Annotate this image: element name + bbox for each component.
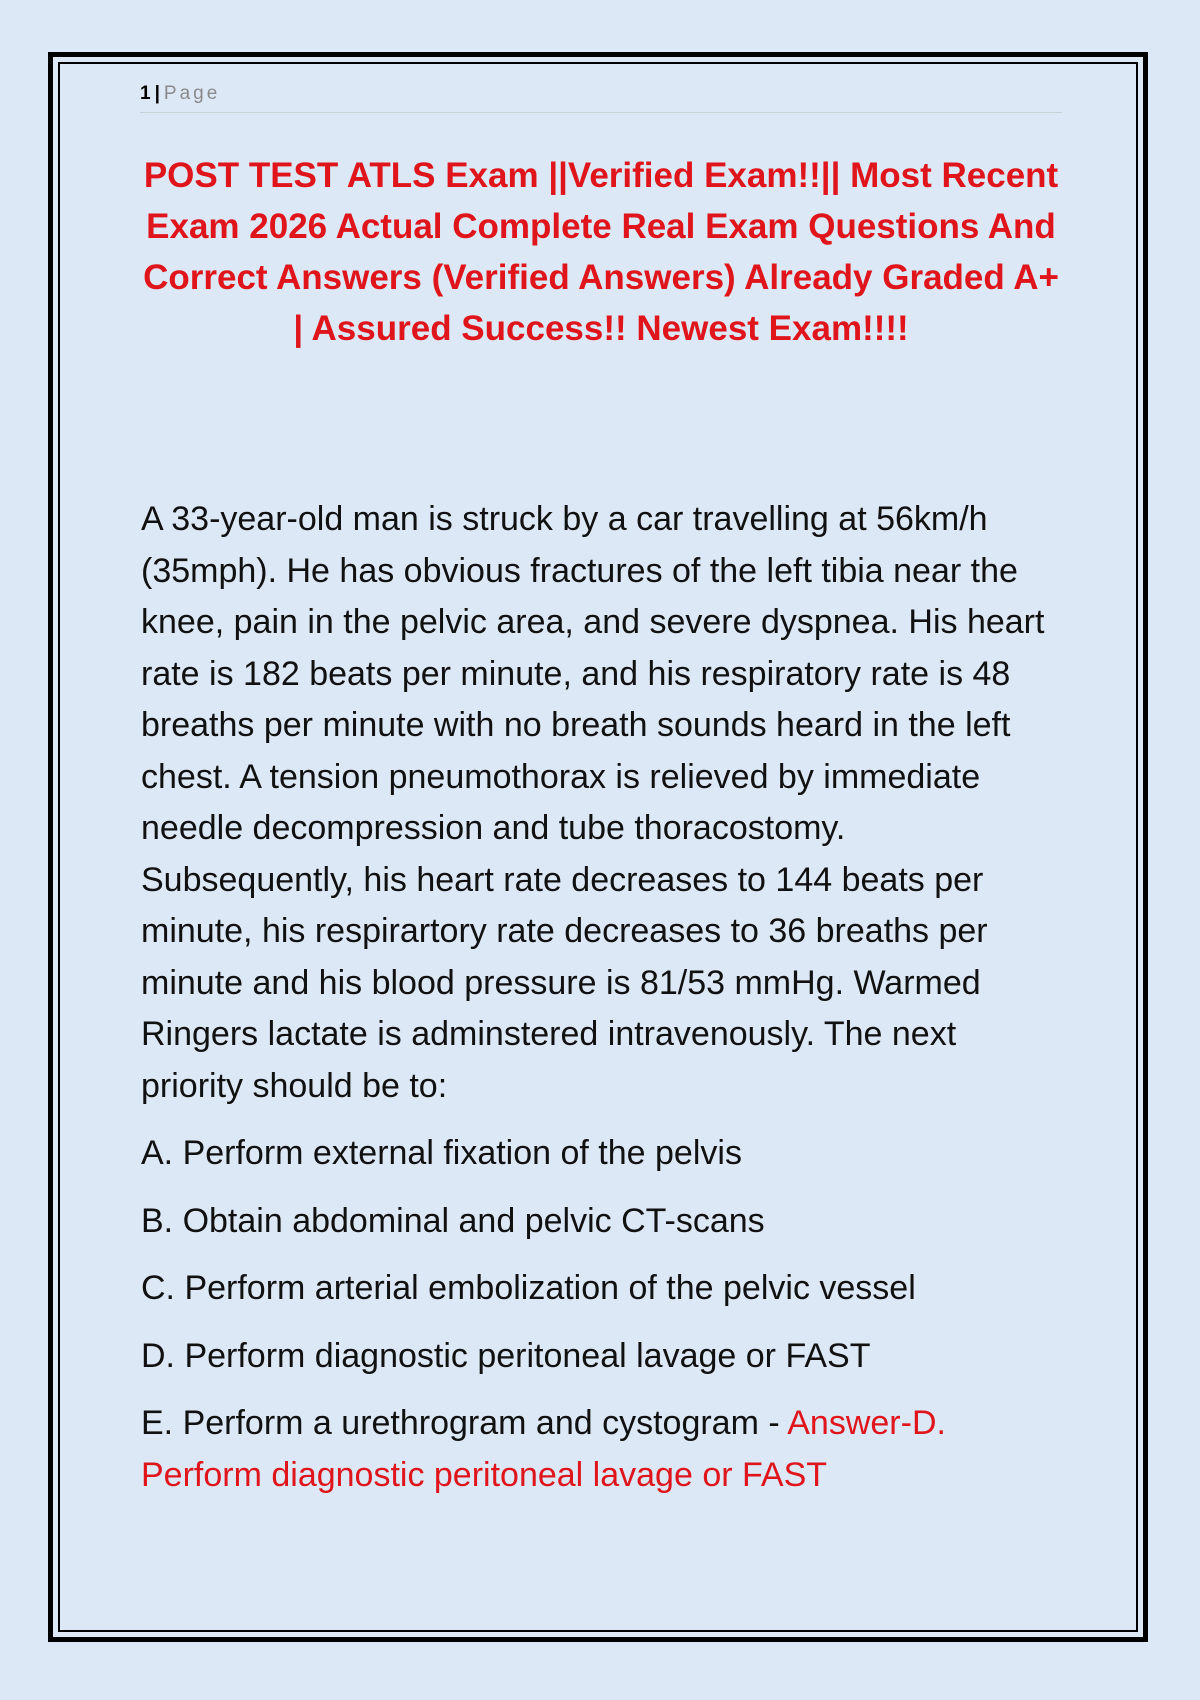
option-b: B. Obtain abdominal and pelvic CT-scans <box>141 1201 765 1240</box>
page-label: Page <box>163 83 221 104</box>
answer-text: Answer-D. Perform diagnostic peritoneal lavage or FAST <box>141 1404 946 1494</box>
option-a: A. Perform external fixation of the pelvis <box>141 1134 742 1172</box>
page-header <box>140 80 1062 113</box>
question-text: A 33-year-old man is struck by a car travelling at 56km/h (35mph). He has obvious fractures of the left tibia near the knee, pain in the pelvic area, and severe dyspnea. His heart rate is 182 beats per minute, and his respiratory rate is 48 breaths per minute with no breath sounds heard in the left chest. A tension pneumothorax is relieved by immediate needle decompression and tube thoracostomy. Subsequently, his heart rate decreases to 144 beats per minute, his respirartory rate decreases to 36 breaths per minute and his blood pressure is 81/53 mmHg. Warmed Ringers lactate is adminstered intravenously. The next priority should be to: <box>141 500 1045 1105</box>
page-separator: | <box>154 83 160 104</box>
option-c: C. Perform arterial embolization of the pelvic vessel <box>141 1269 916 1307</box>
document-title: POST TEST ATLS Exam ||Verified Exam!!|| Most Recent Exam 2026 Actual Complete Real Exam Questions And Correct Answers (Verified Answers) Already Graded A+ | Assured Success!! Newest Exam!!!! <box>143 156 1059 348</box>
option-d: D. Perform diagnostic peritoneal lavage or FAST <box>141 1336 871 1375</box>
page-number: 1 <box>140 83 151 104</box>
option-e: E. Perform a urethrogram and cystogram - <box>141 1404 788 1442</box>
option-e-with-answer <box>141 1398 1066 1501</box>
question-block <box>141 494 1066 1517</box>
